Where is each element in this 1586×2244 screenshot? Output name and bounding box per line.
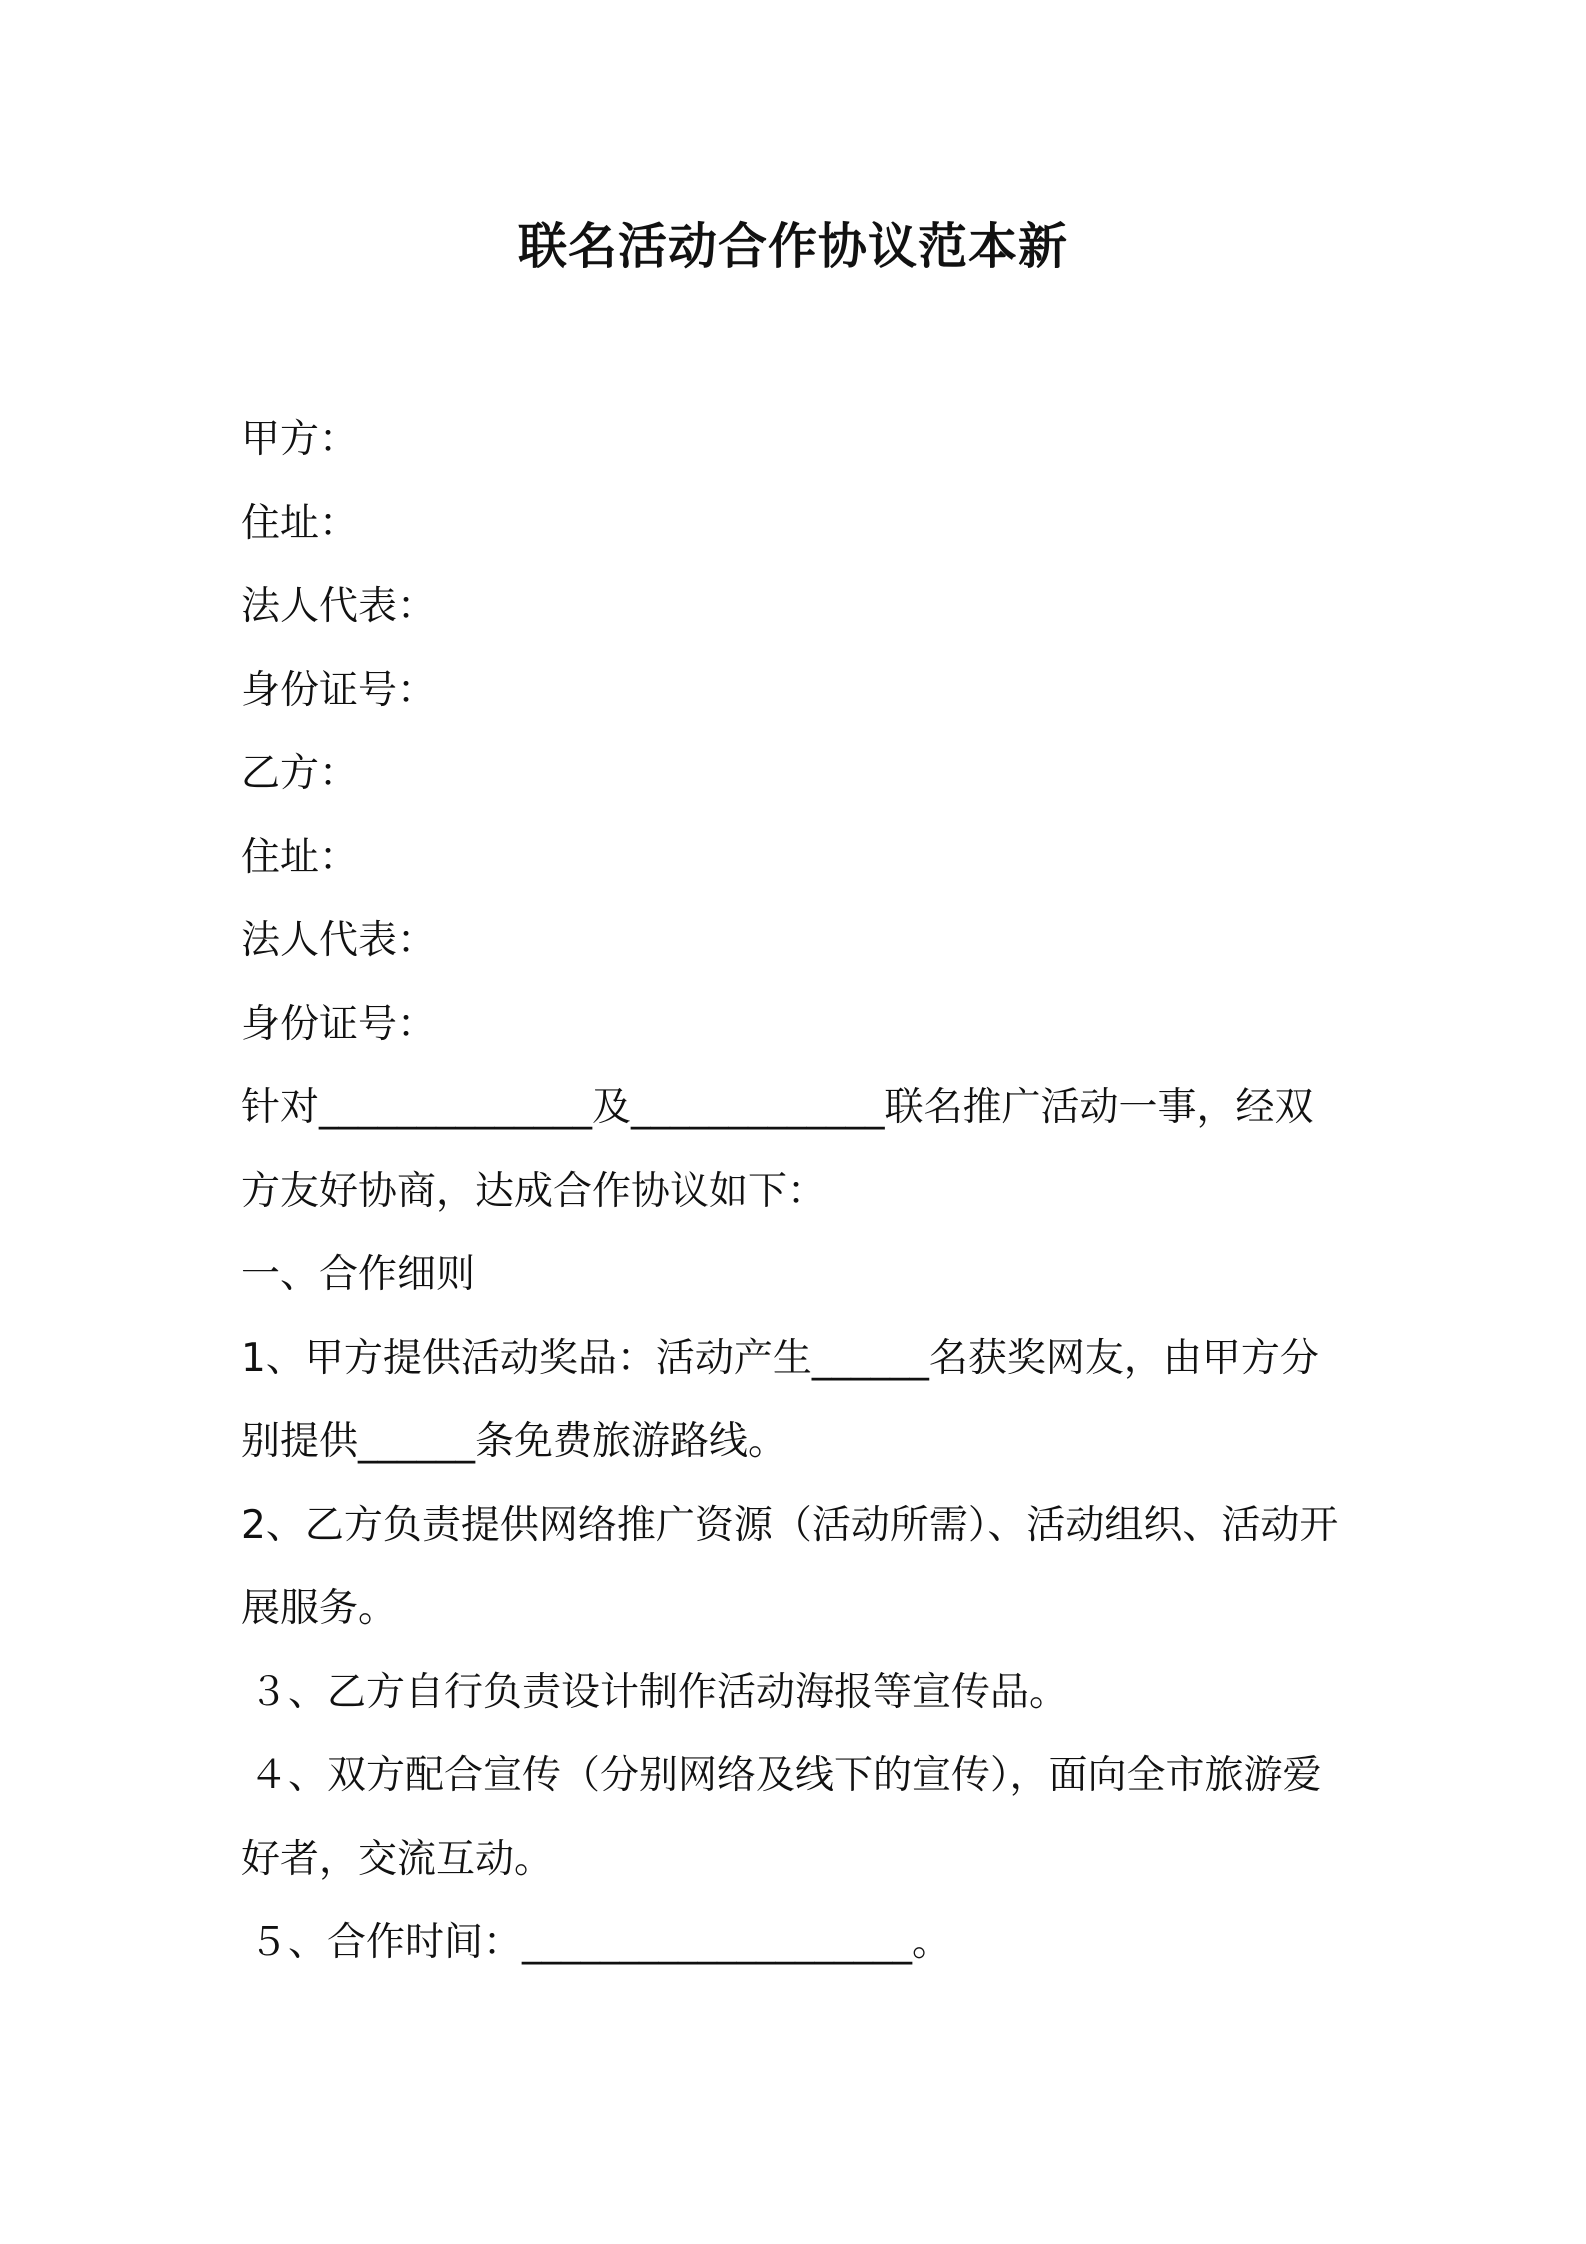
party-a-line: 甲方：	[241, 417, 359, 462]
clause-3-line: ３、乙方自行负责设计制作活动海报等宣传品。	[249, 1669, 1069, 1715]
document-title: 联名活动合作协议范本新	[517, 218, 1068, 275]
clause-4-line-1: ４、双方配合宣传（分别网络及线下的宣传），面向全市旅游爱	[249, 1753, 1322, 1798]
clause-2-line-1: 2、乙方负责提供网络推广资源（活动所需）、活动组织、活动开	[241, 1502, 1339, 1548]
party-b-id-line: 身份证号：	[241, 1001, 437, 1047]
party-a-legal-rep-line: 法人代表：	[241, 584, 437, 629]
party-b-address-line: 住址：	[241, 834, 359, 880]
party-b-line: 乙方：	[241, 751, 359, 796]
clause-1-line-1: 1、甲方提供活动奖品：活动产生______名获奖网友，由甲方分	[241, 1335, 1319, 1381]
party-a-address-line: 住址：	[241, 500, 359, 546]
clause-2-line-2: 展服务。	[241, 1586, 398, 1631]
party-b-legal-rep-line: 法人代表：	[241, 918, 437, 963]
document-body	[241, 398, 1361, 1985]
clause-1-line-2: 别提供______条免费旅游路线。	[241, 1419, 788, 1464]
party-a-id-line: 身份证号：	[241, 667, 437, 713]
clause-4-line-2: 好者，交流互动。	[241, 1836, 554, 1882]
preamble-line-2: 方友好协商，达成合作协议如下：	[241, 1168, 827, 1214]
clause-5-line: ５、合作时间：____________________。	[249, 1920, 952, 1965]
section-heading: 一、合作细则	[241, 1252, 476, 1297]
preamble-line-1: 针对______________及_____________联名推广活动一事，经双	[241, 1085, 1314, 1130]
